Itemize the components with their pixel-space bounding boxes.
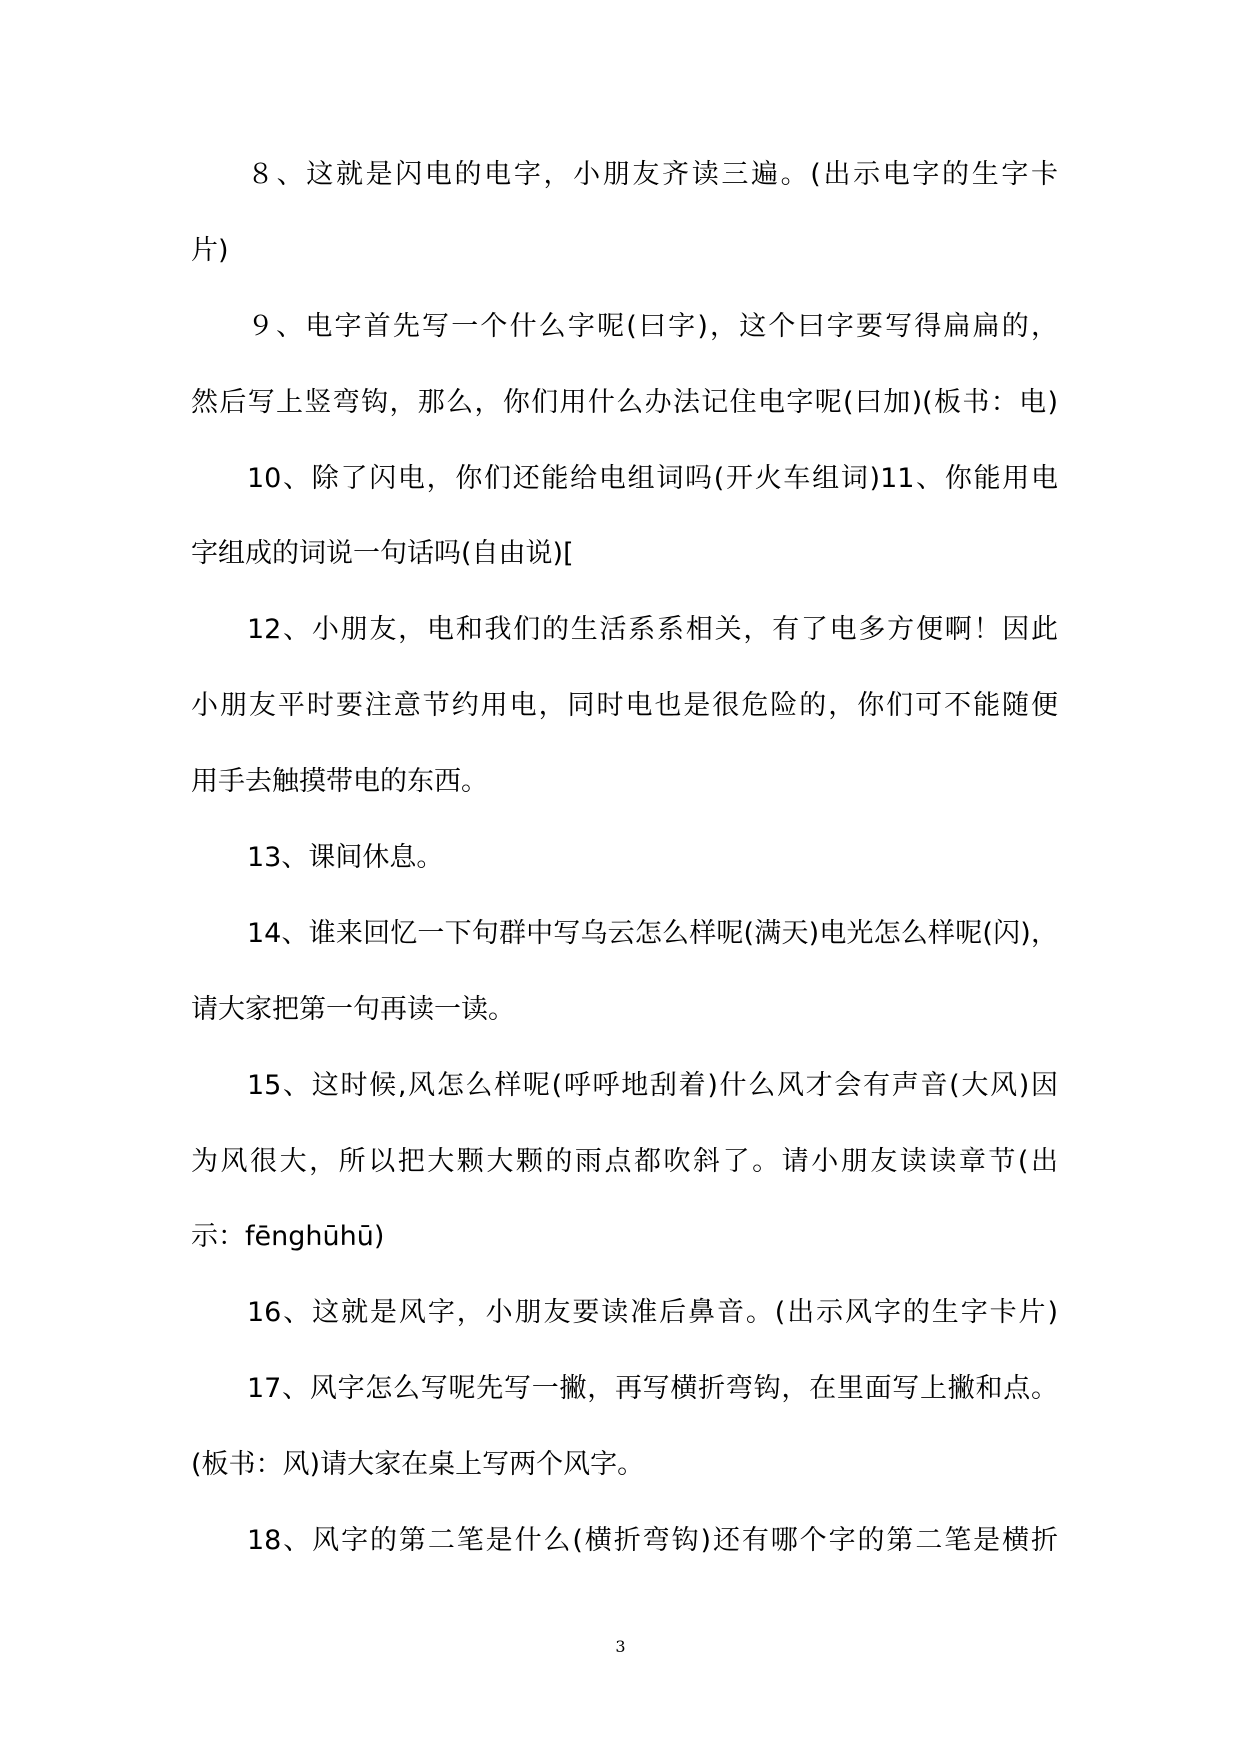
- text-line: 小朋友平时要注意节约用电，同时电也是很危险的，你们可不能随便: [191, 690, 1058, 722]
- page-number: 3: [615, 1637, 626, 1656]
- paragraph: [191, 1275, 1058, 1351]
- text-line: 18、风字的第二笔是什么(横折弯钩)还有哪个字的第二笔是横折: [247, 1525, 1058, 1557]
- text-line: 13、课间休息。: [247, 842, 444, 874]
- document-body: [191, 137, 1058, 1579]
- text-line: 14、谁来回忆一下句群中写乌云怎么样呢(满天)电光怎么样呢(闪)，: [247, 917, 1058, 949]
- text-line: ９、电字首先写一个什么字呢(曰字)，这个曰字要写得扁扁的，: [247, 310, 1058, 342]
- paragraph: [191, 820, 1058, 896]
- text-line: 片): [191, 234, 229, 266]
- paragraph: [191, 1048, 1058, 1276]
- paragraph: [191, 896, 1058, 1048]
- text-line: 15、这时候,风怎么样呢(呼呼地刮着)什么风才会有声音(大风)因: [247, 1069, 1058, 1101]
- paragraph: [191, 1503, 1058, 1579]
- paragraph: [191, 137, 1058, 289]
- text-line: 然后写上竖弯钩，那么，你们用什么办法记住电字呢(曰加)(板书：电): [191, 386, 1058, 418]
- text-line: 示：fēnghūhū): [191, 1221, 385, 1253]
- text-line: 12、小朋友，电和我们的生活系系相关，有了电多方便啊！因此: [247, 614, 1058, 646]
- text-line: 字组成的词说一句话吗(自由说)[: [191, 538, 574, 570]
- text-line: 为风很大，所以把大颗大颗的雨点都吹斜了。请小朋友读读章节(出: [191, 1145, 1058, 1177]
- paragraph: [191, 1351, 1058, 1503]
- paragraph: [191, 441, 1058, 593]
- text-line: ８、这就是闪电的电字，小朋友齐读三遍。(出示电字的生字卡: [247, 159, 1058, 190]
- paragraph: [191, 592, 1058, 820]
- text-line: 用手去触摸带电的东西。: [191, 766, 488, 798]
- paragraph: [191, 289, 1058, 441]
- text-line: 17、风字怎么写呢先写一撇，再写横折弯钩，在里面写上撇和点。: [247, 1373, 1058, 1405]
- text-line: 10、除了闪电，你们还能给电组词吗(开火车组词)11、你能用电: [247, 462, 1058, 494]
- text-line: 请大家把第一句再读一读。: [191, 993, 515, 1025]
- text-line: (板书：风)请大家在桌上写两个风字。: [191, 1449, 645, 1481]
- text-line: 16、这就是风字，小朋友要读准后鼻音。(出示风字的生字卡片): [247, 1297, 1058, 1329]
